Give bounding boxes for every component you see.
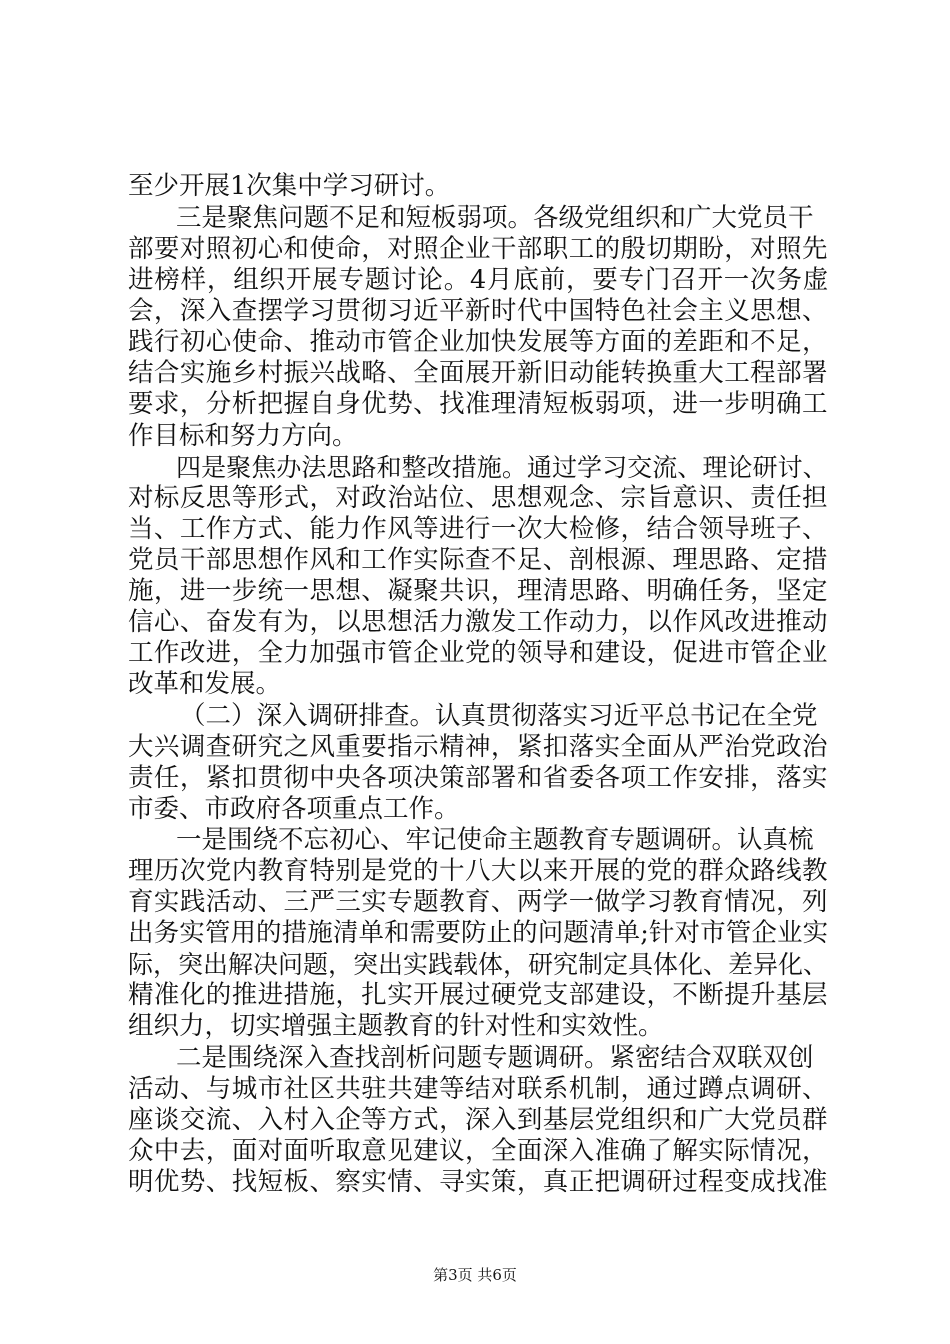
text-line: 理历次党内教育特别是党的十八大以来开展的党的群众路线教	[128, 856, 828, 886]
text-line: 出务实管用的措施清单和需要防止的问题清单;针对市管企业实	[128, 918, 829, 948]
text-line: （二）深入调研排查。认真贯彻落实习近平总书记在全党	[180, 701, 818, 731]
text-line: 四是聚焦办法思路和整改措施。通过学习交流、理论研讨、	[176, 453, 828, 482]
text-line: 众中去，面对面听取意见建议，全面深入准确了解实际情况，	[128, 1136, 828, 1166]
text-line: 作目标和努力方向。	[128, 421, 358, 451]
text-line: 工作改进，全力加强市管企业党的领导和建设，促进市管企业	[128, 638, 828, 668]
text-line: 进榜样，组织开展专题讨论。4月底前，要专门召开一次务虚	[128, 265, 830, 295]
text-line: 践行初心使命、推动市管企业加快发展等方面的差距和不足，	[128, 327, 828, 357]
text-line: 育实践活动、三严三实专题教育、两学一做学习教育情况，列	[128, 887, 828, 917]
text-line: 责任，紧扣贯彻中央各项决策部署和省委各项工作安排，落实	[128, 763, 828, 793]
text-line: 改革和发展。	[128, 669, 282, 699]
text-line: 对标反思等形式，对政治站位、思想观念、宗旨意识、责任担	[128, 483, 828, 513]
text-line: 部要对照初心和使命，对照企业干部职工的殷切期盼，对照先	[128, 234, 828, 264]
text-line: 当、工作方式、能力作风等进行一次大检修，结合领导班子、	[128, 514, 828, 544]
text-line: 至少开展1次集中学习研讨。	[128, 171, 451, 201]
text-line: 精准化的推进措施，扎实开展过硬党支部建设，不断提升基层	[128, 980, 828, 1010]
text-line: 活动、与城市社区共驻共建等结对联系机制，通过蹲点调研、	[128, 1074, 828, 1104]
text-line: 大兴调查研究之风重要指示精神，紧扣落实全面从严治党政治	[128, 732, 828, 762]
text-line: 结合实施乡村振兴战略、全面展开新旧动能转换重大工程部署	[128, 358, 828, 388]
text-line: 要求，分析把握自身优势、找准理清短板弱项，进一步明确工	[128, 389, 828, 419]
text-line: 三是聚焦问题不足和短板弱项。各级党组织和广大党员干	[176, 203, 814, 233]
text-line: 明优势、找短板、察实情、寻实策，真正把调研过程变成找准	[128, 1167, 828, 1197]
text-line: 一是围绕不忘初心、牢记使命主题教育专题调研。认真梳	[176, 825, 814, 855]
text-line: 市委、市政府各项重点工作。	[128, 794, 460, 824]
text-line: 施，进一步统一思想、凝聚共识，理清思路、明确任务，坚定	[128, 576, 828, 606]
text-line: 座谈交流、入村入企等方式，深入到基层党组织和广大党员群	[128, 1105, 828, 1135]
page-number: 第3页 共6页	[433, 1266, 517, 1284]
text-line: 组织力，切实增强主题教育的针对性和实效性。	[128, 1011, 664, 1041]
text-line: 二是围绕深入查找剖析问题专题调研。紧密结合双联双创	[176, 1043, 814, 1073]
text-line: 际，突出解决问题，突出实践载体，研究制定具体化、差异化、	[128, 950, 829, 979]
text-line: 信心、奋发有为，以思想活力激发工作动力，以作风改进推动	[128, 607, 828, 637]
text-line: 党员干部思想作风和工作实际查不足、剖根源、理思路、定措	[128, 545, 828, 575]
text-line: 会，深入查摆学习贯彻习近平新时代中国特色社会主义思想、	[128, 296, 828, 326]
